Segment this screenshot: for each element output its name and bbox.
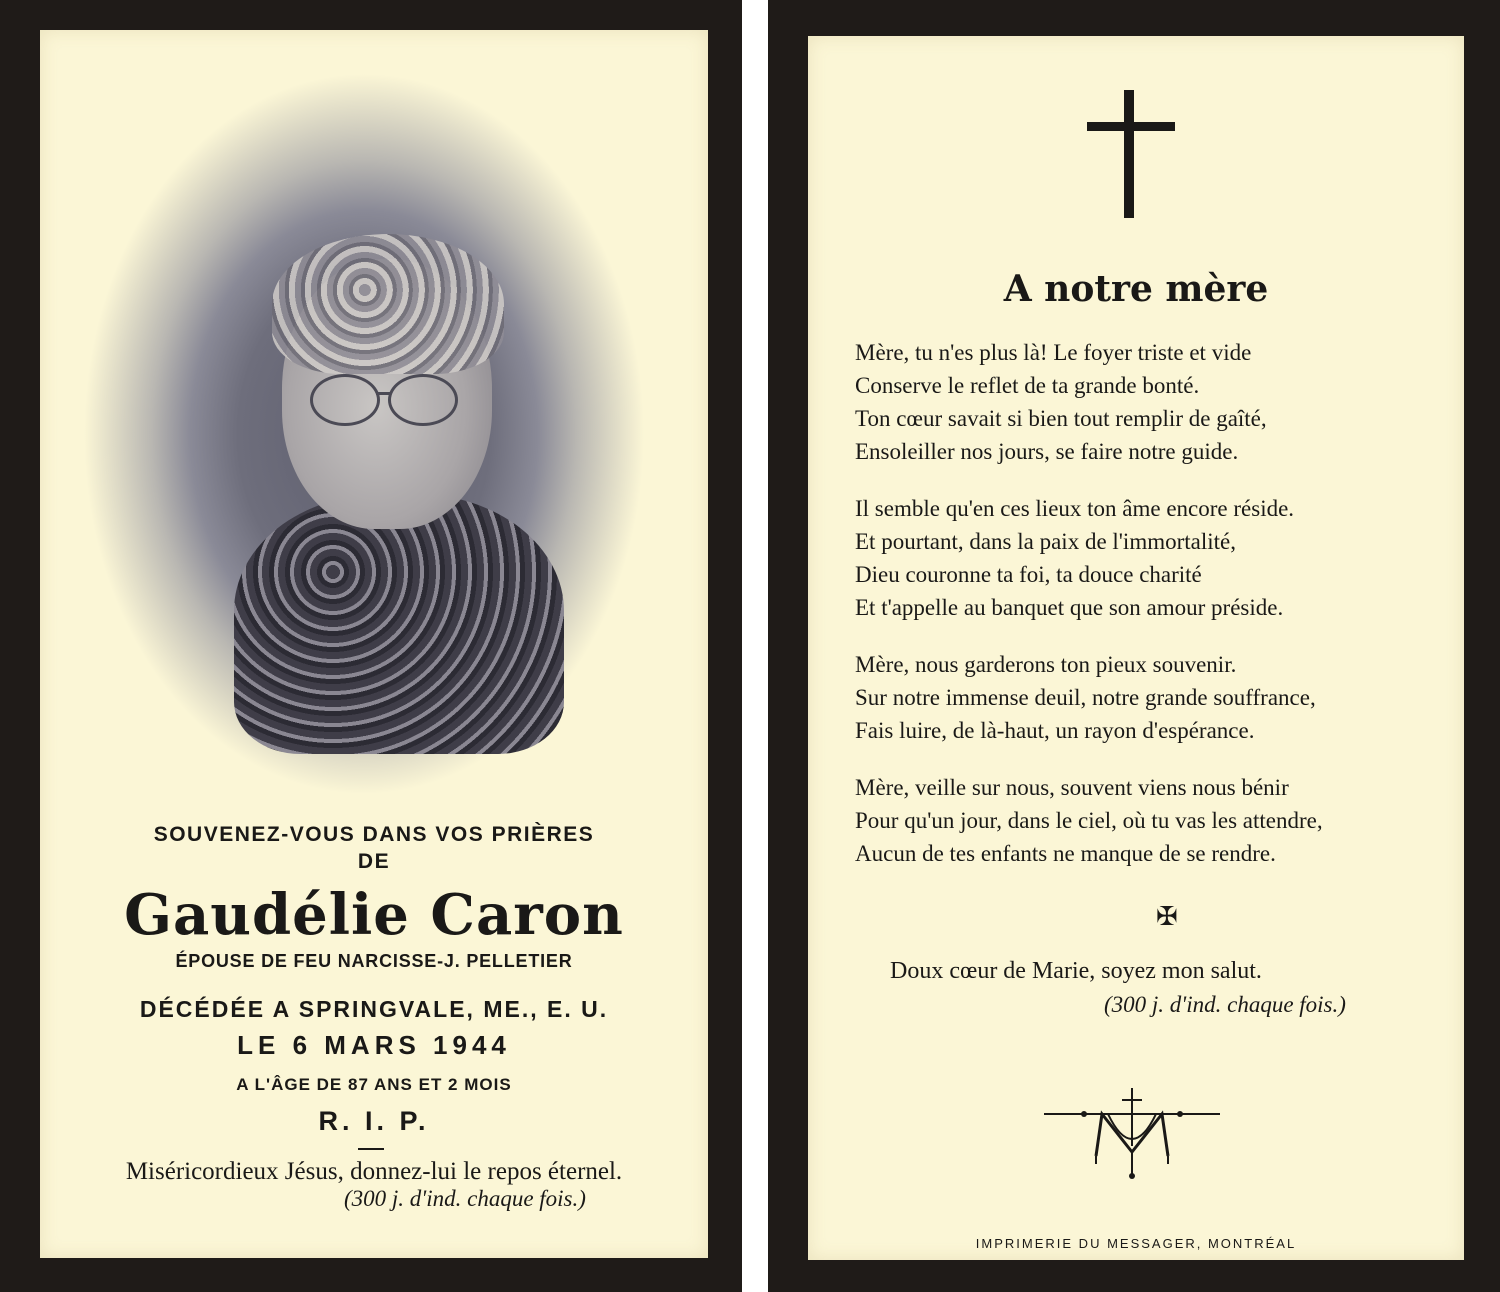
poem-line: Mère, tu n'es plus là! Le foyer triste et vide [855, 340, 1252, 365]
poem-line: Et pourtant, dans la paix de l'immortalité, [855, 529, 1236, 554]
indulgence-note-back: (300 j. d'ind. chaque fois.) [1104, 992, 1346, 1017]
maltese-cross-icon: ✠ [1156, 902, 1178, 931]
portrait-glasses-right [388, 374, 458, 426]
card-front [0, 0, 742, 1292]
portrait-glasses-bridge [376, 392, 390, 395]
poem-line: Mère, nous garderons ton pieux souvenir. [855, 652, 1237, 677]
death-place: DÉCÉDÉE A SPRINGVALE, ME., E. U. [139, 996, 609, 1022]
portrait-hair [272, 234, 504, 374]
poem-stanza-3 [855, 648, 1323, 747]
card-back [768, 0, 1500, 1292]
prayer-line: Miséricordieux Jésus, donnez-lui le repos éternel. [125, 1158, 623, 1185]
poem-line: Sur notre immense deuil, notre grande souffrance, [855, 685, 1316, 710]
latin-cross-horizontal [1087, 122, 1175, 131]
age-line: A L'ÂGE DE 87 ANS ET 2 MOIS [236, 1075, 512, 1094]
poem-line: Ton cœur savait si bien tout remplir de gaîté, [855, 406, 1267, 431]
poem-line: Il semble qu'en ces lieux ton âme encore réside. [855, 496, 1295, 521]
poem-line: Fais luire, de là-haut, un rayon d'espérance. [855, 718, 1255, 743]
divider-rule [358, 1148, 384, 1150]
poem [855, 336, 1323, 894]
indulgence-note: (300 j. d'ind. chaque fois.) [344, 1186, 586, 1211]
poem-line: Pour qu'un jour, dans le ciel, où tu vas les attendre, [855, 808, 1323, 833]
poem-title: A notre mère [1003, 268, 1269, 310]
death-date: LE 6 MARS 1944 [237, 1030, 511, 1060]
portrait-glasses-left [310, 374, 380, 426]
deceased-name: Gaudélie Caron [124, 882, 624, 948]
poem-line: Conserve le reflet de ta grande bonté. [855, 373, 1200, 398]
remember-line: SOUVENEZ-VOUS DANS VOS PRIÈRES [153, 823, 595, 846]
latin-cross-vertical [1124, 90, 1134, 218]
card-back-paper [808, 36, 1464, 1260]
portrait-dress [234, 494, 564, 754]
marian-monogram-icon [1044, 1086, 1220, 1182]
poem-stanza-4 [855, 771, 1323, 870]
de-line: DE [357, 850, 391, 873]
card-front-paper [40, 30, 708, 1258]
poem-stanza-2 [855, 492, 1323, 624]
poem-line: Mère, veille sur nous, souvent viens nous bénir [855, 775, 1289, 800]
poem-line: Et t'appelle au banquet que son amour préside. [855, 595, 1284, 620]
poem-stanza-1 [855, 336, 1323, 468]
spouse-line: ÉPOUSE DE FEU NARCISSE-J. PELLETIER [175, 951, 573, 971]
portrait-photo [84, 74, 644, 794]
printer-credit: IMPRIMERIE DU MESSAGER, MONTRÉAL [975, 1236, 1297, 1251]
poem-line: Aucun de tes enfants ne manque de se rendre. [855, 841, 1276, 866]
poem-line: Ensoleiller nos jours, se faire notre guide. [855, 439, 1239, 464]
poem-line: Dieu couronne ta foi, ta douce charité [855, 562, 1202, 587]
salutation-line: Doux cœur de Marie, soyez mon salut. [890, 958, 1262, 984]
rip-line: R. I. P. [318, 1106, 430, 1136]
